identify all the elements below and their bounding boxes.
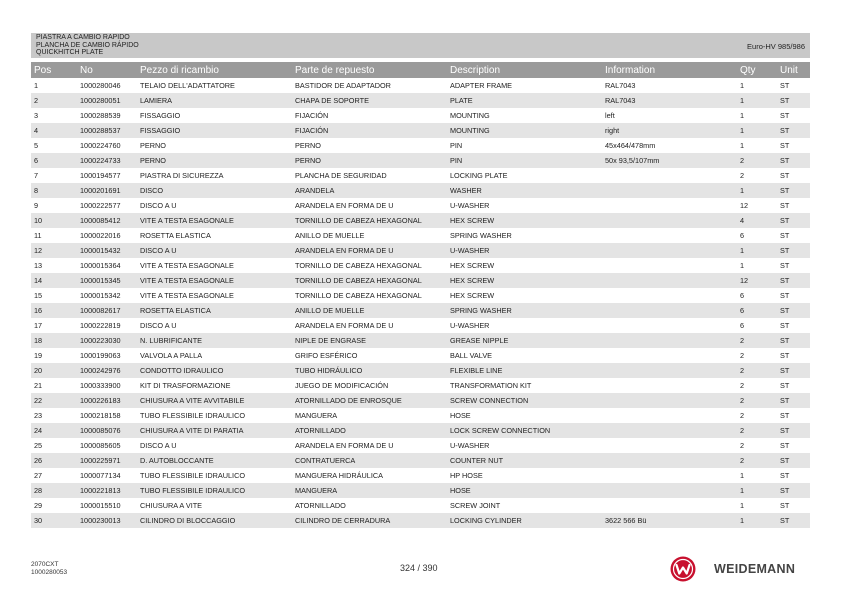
col-header-qty: Qty: [737, 62, 777, 78]
row-pos: 2: [31, 93, 77, 108]
col-header-no: No: [77, 62, 137, 78]
row-unit: ST: [780, 171, 790, 180]
brand-logo: [670, 556, 795, 582]
row-unit: ST: [780, 381, 790, 390]
row-pos: 25: [34, 441, 43, 450]
row-spanish-name: TORNILLO DE CABEZA HEXAGONAL: [295, 291, 422, 300]
brand-name: WEIDEMANN: [714, 562, 796, 576]
table-row: [31, 498, 810, 513]
row-part-number: 1000082617: [77, 303, 137, 318]
row-qty: 6: [740, 291, 745, 300]
col-header-information: Information: [602, 62, 737, 78]
col-header-italian: Pezzo di ricambio: [137, 62, 292, 78]
row-description: WASHER: [447, 183, 602, 198]
row-italian-name: VALVOLA A PALLA: [140, 351, 203, 360]
row-part-number: 1000280051: [77, 93, 137, 108]
table-row: [31, 183, 810, 198]
row-italian-name: CHIUSURA A VITE DI PARATIA: [137, 423, 292, 438]
table-row: [31, 228, 810, 243]
row-information: [602, 468, 737, 483]
row-pos: 7: [34, 171, 39, 180]
row-description: COUNTER NUT: [447, 453, 602, 468]
machine-code: 2070CXT: [31, 561, 59, 568]
row-part-number: 1000230013: [77, 513, 137, 528]
row-information: [602, 378, 737, 393]
row-part-number: 1000085412: [77, 213, 137, 228]
row-unit: ST: [777, 153, 810, 168]
row-unit: ST: [780, 201, 790, 210]
row-description: PIN: [447, 153, 602, 168]
row-unit: ST: [777, 243, 810, 258]
table-row: [31, 153, 810, 168]
row-information: [602, 363, 737, 378]
row-pos: 20: [31, 363, 77, 378]
row-qty: 6: [740, 231, 745, 240]
row-description: HP HOSE: [450, 471, 483, 480]
row-unit: ST: [780, 81, 790, 90]
row-qty: 12: [740, 201, 749, 210]
row-unit: ST: [780, 231, 790, 240]
row-qty: 12: [737, 273, 777, 288]
table-row: [31, 393, 810, 408]
model-name: Euro-HV 985/986: [747, 42, 805, 51]
row-italian-name: DISCO A U: [140, 321, 177, 330]
row-part-number: 1000242976: [77, 363, 137, 378]
table-row: [31, 258, 810, 273]
row-part-number: 1000222577: [80, 201, 121, 210]
row-spanish-name: GRIFO ESFÉRICO: [295, 351, 358, 360]
table-row: [31, 288, 810, 303]
row-pos: 14: [31, 273, 77, 288]
row-information: [602, 408, 737, 423]
table-row: [31, 78, 810, 93]
row-pos: 27: [34, 471, 43, 480]
row-part-number: 1000199063: [80, 351, 121, 360]
row-part-number: 1000288539: [80, 111, 121, 120]
row-qty: 2: [737, 363, 777, 378]
row-pos: 19: [34, 351, 43, 360]
table-row: [31, 243, 810, 258]
table-row: [31, 378, 810, 393]
row-qty: 2: [737, 453, 777, 468]
row-unit: ST: [777, 423, 810, 438]
row-unit: ST: [780, 411, 790, 420]
row-part-number: 1000288537: [77, 123, 137, 138]
row-unit: ST: [780, 321, 790, 330]
row-description: SCREW CONNECTION: [447, 393, 602, 408]
table-row: [31, 108, 810, 123]
table-row: [31, 468, 810, 483]
row-information: [602, 423, 737, 438]
row-pos: 3: [34, 111, 39, 120]
row-unit: ST: [780, 141, 790, 150]
row-part-number: 1000333900: [80, 381, 121, 390]
row-unit: ST: [780, 351, 790, 360]
row-description: ADAPTER FRAME: [450, 81, 513, 90]
table-row: [31, 198, 810, 213]
row-pos: 28: [31, 483, 77, 498]
row-italian-name: CILINDRO DI BLOCCAGGIO: [137, 513, 292, 528]
row-pos: 18: [31, 333, 77, 348]
row-pos: 26: [31, 453, 77, 468]
row-qty: 1: [740, 501, 745, 510]
row-spanish-name: ANILLO DE MUELLE: [292, 303, 447, 318]
row-information: left: [605, 111, 615, 120]
row-pos: 8: [31, 183, 77, 198]
table-row: [31, 453, 810, 468]
row-italian-name: CHIUSURA A VITE: [140, 501, 203, 510]
row-spanish-name: ARANDELA: [292, 183, 447, 198]
row-information: 50x 93,5/107mm: [602, 153, 737, 168]
row-part-number: 1000218158: [80, 411, 121, 420]
row-pos: 10: [31, 213, 77, 228]
row-pos: 16: [31, 303, 77, 318]
table-row: [31, 318, 810, 333]
col-header-spanish: Parte de repuesto: [292, 62, 447, 78]
row-pos: 5: [34, 141, 39, 150]
row-italian-name: N. LUBRIFICANTE: [137, 333, 292, 348]
table-row: [31, 213, 810, 228]
row-spanish-name: ARANDELA EN FORMA DE U: [295, 201, 394, 210]
row-unit: ST: [777, 183, 810, 198]
row-unit: ST: [780, 501, 790, 510]
row-description: HOSE: [447, 483, 602, 498]
row-italian-name: ROSETTA ELASTICA: [140, 231, 211, 240]
row-spanish-name: PERNO: [295, 141, 321, 150]
assembly-title-italian: PIASTRA A CAMBIO RAPIDO: [36, 34, 130, 41]
row-qty: 1: [740, 111, 745, 120]
row-qty: 1: [737, 513, 777, 528]
row-information: [602, 333, 737, 348]
footer-codes: [31, 561, 67, 576]
row-spanish-name: MANGUERA HIDRÁULICA: [295, 471, 383, 480]
row-spanish-name: TORNILLO DE CABEZA HEXAGONAL: [292, 273, 447, 288]
table-row: [31, 513, 810, 528]
row-pos: 13: [34, 261, 43, 270]
row-qty: 1: [737, 123, 777, 138]
col-header-unit: Unit: [777, 62, 810, 78]
row-italian-name: VITE A TESTA ESAGONALE: [140, 291, 234, 300]
row-part-number: 1000280046: [80, 81, 121, 90]
row-description: SCREW JOINT: [450, 501, 501, 510]
row-description: PIN: [450, 141, 463, 150]
row-spanish-name: CHAPA DE SOPORTE: [292, 93, 447, 108]
row-part-number: 1000222819: [80, 321, 121, 330]
row-part-number: 1000085605: [80, 441, 121, 450]
row-description: PLATE: [447, 93, 602, 108]
row-qty: 6: [740, 321, 745, 330]
row-italian-name: FISSAGGIO: [140, 111, 181, 120]
row-information: [602, 453, 737, 468]
weidemann-w-logo-icon: [670, 556, 696, 582]
row-italian-name: PERNO: [137, 153, 292, 168]
row-pos: 24: [31, 423, 77, 438]
row-unit: ST: [777, 513, 810, 528]
row-description: MOUNTING: [450, 111, 490, 120]
row-description: GREASE NIPPLE: [447, 333, 602, 348]
row-italian-name: VITE A TESTA ESAGONALE: [137, 273, 292, 288]
table-row: [31, 408, 810, 423]
row-information: [602, 348, 737, 363]
row-description: U-WASHER: [450, 201, 490, 210]
row-qty: 1: [740, 81, 745, 90]
row-spanish-name: ANILLO DE MUELLE: [295, 231, 365, 240]
row-part-number: 1000015432: [77, 243, 137, 258]
row-description: U-WASHER: [447, 243, 602, 258]
row-information: [602, 303, 737, 318]
row-italian-name: CONDOTTO IDRAULICO: [137, 363, 292, 378]
row-information: [602, 393, 737, 408]
row-qty: 2: [737, 423, 777, 438]
table-row: [31, 438, 810, 453]
row-part-number: 1000194577: [80, 171, 121, 180]
row-description: BALL VALVE: [450, 351, 493, 360]
row-qty: 6: [737, 303, 777, 318]
row-qty: 1: [737, 483, 777, 498]
row-spanish-name: TORNILLO DE CABEZA HEXAGONAL: [292, 213, 447, 228]
row-information: [602, 318, 737, 333]
row-unit: ST: [777, 453, 810, 468]
row-description: LOCKING CYLINDER: [447, 513, 602, 528]
row-information: RAL7043: [605, 81, 636, 90]
row-italian-name: DISCO A U: [137, 243, 292, 258]
row-information: right: [602, 123, 737, 138]
row-unit: ST: [777, 363, 810, 378]
table-row: [31, 138, 810, 153]
assembly-title-spanish: PLANCHA DE CAMBIO RÁPIDO: [36, 41, 139, 49]
row-pos: 15: [34, 291, 43, 300]
row-part-number: 1000077134: [80, 471, 121, 480]
row-italian-name: TELAIO DELL'ADATTATORE: [140, 81, 235, 90]
row-part-number: 1000015364: [80, 261, 121, 270]
row-description: HOSE: [450, 411, 471, 420]
row-description: TRANSFORMATION KIT: [450, 381, 532, 390]
row-italian-name: CHIUSURA A VITE AVVITABILE: [137, 393, 292, 408]
row-spanish-name: ATORNILLADO: [292, 423, 447, 438]
row-information: [602, 483, 737, 498]
row-qty: 1: [740, 471, 745, 480]
row-part-number: 1000221813: [77, 483, 137, 498]
row-description: HEX SCREW: [450, 261, 495, 270]
row-italian-name: VITE A TESTA ESAGONALE: [137, 213, 292, 228]
row-italian-name: PIASTRA DI SICUREZZA: [140, 171, 224, 180]
row-spanish-name: FIJACIÓN: [292, 123, 447, 138]
row-qty: 1: [737, 243, 777, 258]
row-pos: 17: [34, 321, 43, 330]
row-information: 45x464/478mm: [605, 141, 656, 150]
row-part-number: 1000015342: [80, 291, 121, 300]
row-spanish-name: JUEGO DE MODIFICACIÓN: [295, 381, 389, 390]
row-information: [602, 438, 737, 453]
row-italian-name: DISCO A U: [140, 201, 177, 210]
row-qty: 2: [740, 441, 745, 450]
table-row: [31, 123, 810, 138]
row-description: LOCKING PLATE: [450, 171, 508, 180]
row-information: [602, 498, 737, 513]
row-unit: ST: [777, 273, 810, 288]
row-unit: ST: [777, 303, 810, 318]
table-row: [31, 348, 810, 363]
row-pos: 6: [31, 153, 77, 168]
row-pos: 29: [34, 501, 43, 510]
row-spanish-name: CILINDRO DE CERRADURA: [292, 513, 447, 528]
row-qty: 2: [740, 171, 745, 180]
row-unit: ST: [777, 213, 810, 228]
assembly-title: [36, 34, 139, 57]
row-qty: 1: [740, 141, 745, 150]
row-pos: 4: [31, 123, 77, 138]
row-unit: ST: [780, 291, 790, 300]
row-description: U-WASHER: [450, 441, 490, 450]
row-information: [602, 288, 737, 303]
row-qty: 1: [737, 93, 777, 108]
row-spanish-name: BASTIDOR DE ADAPTADOR: [295, 81, 391, 90]
row-pos: 23: [34, 411, 43, 420]
row-italian-name: TUBO FLESSIBILE IDRAULICO: [140, 471, 246, 480]
row-qty: 2: [737, 153, 777, 168]
row-spanish-name: MANGUERA: [295, 411, 338, 420]
row-part-number: 1000224733: [77, 153, 137, 168]
row-qty: 2: [740, 411, 745, 420]
row-italian-name: PERNO: [140, 141, 166, 150]
row-qty: 1: [740, 261, 745, 270]
row-unit: ST: [780, 261, 790, 270]
row-information: [602, 213, 737, 228]
row-information: [602, 243, 737, 258]
row-information: 3622 566 Bü: [602, 513, 737, 528]
row-italian-name: DISCO: [137, 183, 292, 198]
document-code: 1000280053: [31, 568, 68, 576]
row-spanish-name: ARANDELA EN FORMA DE U: [295, 441, 394, 450]
row-unit: ST: [777, 93, 810, 108]
row-part-number: 1000022016: [80, 231, 121, 240]
row-unit: ST: [780, 441, 790, 450]
row-information: RAL7043: [602, 93, 737, 108]
row-unit: ST: [777, 483, 810, 498]
row-part-number: 1000015510: [80, 501, 121, 510]
row-pos: 21: [34, 381, 43, 390]
row-unit: ST: [780, 111, 790, 120]
table-header-row: [31, 62, 810, 78]
row-part-number: 1000226183: [77, 393, 137, 408]
row-information: [602, 183, 737, 198]
row-italian-name: TUBO FLESSIBILE IDRAULICO: [140, 411, 246, 420]
row-spanish-name: ATORNILLADO DE ENROSQUE: [292, 393, 447, 408]
row-qty: 2: [737, 393, 777, 408]
row-spanish-name: ARANDELA EN FORMA DE U: [292, 243, 447, 258]
table-row: [31, 93, 810, 108]
table-row: [31, 273, 810, 288]
row-description: SPRING WASHER: [450, 231, 512, 240]
row-information: [602, 228, 737, 243]
row-spanish-name: ATORNILLADO: [295, 501, 346, 510]
row-pos: 22: [31, 393, 77, 408]
row-unit: ST: [780, 471, 790, 480]
row-description: U-WASHER: [450, 321, 490, 330]
row-spanish-name: TORNILLO DE CABEZA HEXAGONAL: [295, 261, 422, 270]
row-unit: ST: [777, 123, 810, 138]
row-italian-name: ROSETTA ELASTICA: [137, 303, 292, 318]
table-row: [31, 483, 810, 498]
table-row: [31, 303, 810, 318]
page-number: 324 / 390: [400, 563, 438, 573]
row-unit: ST: [777, 333, 810, 348]
row-description: MOUNTING: [447, 123, 602, 138]
row-qty: 1: [737, 183, 777, 198]
row-pos: 9: [34, 201, 39, 210]
row-spanish-name: PERNO: [292, 153, 447, 168]
row-information: [602, 258, 737, 273]
parts-table: [31, 62, 810, 528]
row-italian-name: FISSAGGIO: [137, 123, 292, 138]
row-description: FLEXIBLE LINE: [447, 363, 602, 378]
col-header-description: Description: [447, 62, 602, 78]
row-description: HEX SCREW: [450, 291, 495, 300]
row-information: [602, 168, 737, 183]
row-description: HEX SCREW: [447, 273, 602, 288]
row-spanish-name: NIPLE DE ENGRASE: [292, 333, 447, 348]
row-italian-name: TUBO FLESSIBILE IDRAULICO: [137, 483, 292, 498]
assembly-title-english: QUICKHITCH PLATE: [36, 49, 104, 56]
row-part-number: 1000223030: [77, 333, 137, 348]
row-qty: 2: [737, 333, 777, 348]
row-description: LOCK SCREW CONNECTION: [447, 423, 602, 438]
row-pos: 1: [34, 81, 39, 90]
row-pos: 11: [34, 231, 42, 240]
row-pos: 30: [31, 513, 77, 528]
row-information: [602, 273, 737, 288]
col-header-pos: Pos: [31, 62, 77, 78]
row-unit: ST: [777, 393, 810, 408]
row-spanish-name: ARANDELA EN FORMA DE U: [295, 321, 394, 330]
table-row: [31, 333, 810, 348]
row-spanish-name: TUBO HIDRÁULICO: [292, 363, 447, 378]
row-qty: 2: [740, 381, 745, 390]
table-row: [31, 423, 810, 438]
row-description: SPRING WASHER: [447, 303, 602, 318]
row-spanish-name: FIJACIÓN: [295, 111, 329, 120]
row-italian-name: VITE A TESTA ESAGONALE: [140, 261, 234, 270]
row-italian-name: DISCO A U: [140, 441, 177, 450]
row-part-number: 1000225971: [77, 453, 137, 468]
row-spanish-name: CONTRATUERCA: [292, 453, 447, 468]
row-part-number: 1000224760: [80, 141, 121, 150]
row-part-number: 1000085076: [77, 423, 137, 438]
row-italian-name: KIT DI TRASFORMAZIONE: [140, 381, 231, 390]
table-row: [31, 363, 810, 378]
row-pos: 12: [31, 243, 77, 258]
row-spanish-name: PLANCHA DE SEGURIDAD: [295, 171, 387, 180]
row-part-number: 1000015345: [77, 273, 137, 288]
row-spanish-name: MANGUERA: [292, 483, 447, 498]
row-qty: 4: [737, 213, 777, 228]
row-information: [602, 198, 737, 213]
parts-table-body: [31, 78, 810, 528]
row-qty: 2: [740, 351, 745, 360]
title-bar: [31, 33, 810, 58]
table-row: [31, 168, 810, 183]
row-part-number: 1000201691: [77, 183, 137, 198]
row-italian-name: D. AUTOBLOCCANTE: [137, 453, 292, 468]
row-italian-name: LAMIERA: [137, 93, 292, 108]
row-description: HEX SCREW: [447, 213, 602, 228]
